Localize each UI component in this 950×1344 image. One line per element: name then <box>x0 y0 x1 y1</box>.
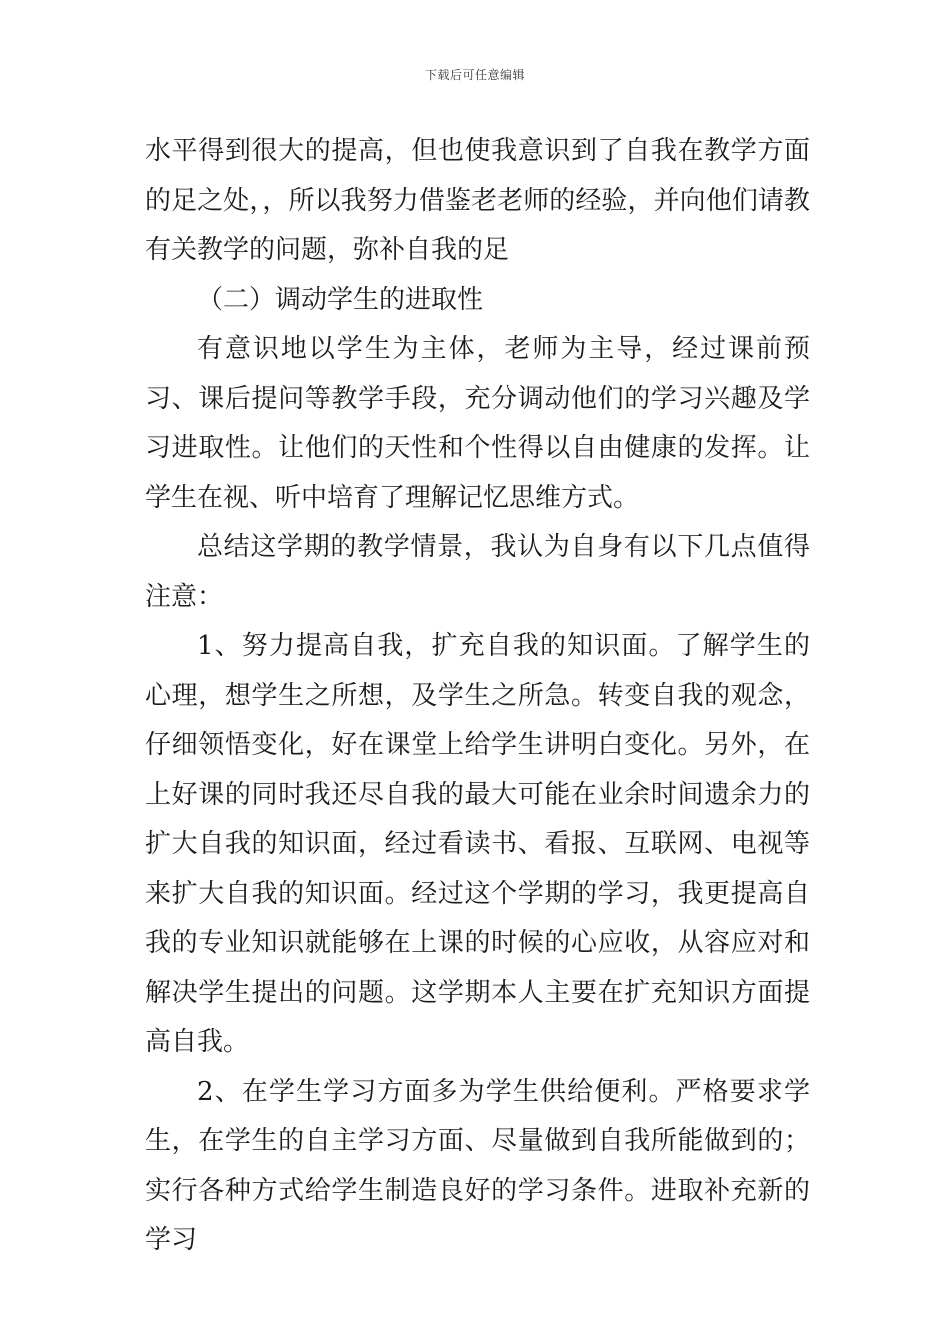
paragraph-continuation: 水平得到很大的提高，但也使我意识到了自我在教学方面的足之处，，所以我努力借鉴老老师的经验，并向他们请教有关教学的问题，弥补自我的足 <box>145 136 810 265</box>
paragraph-point-1: 1、努力提高自我，扩充自我的知识面。了解学生的心理，想学生之所想，及学生之所急。转变自我的观念，仔细领悟变化，好在课堂上给学生讲明白变化。另外，在上好课的同时我还尽自我的最大可能在业余时间遗余力的扩大自我的知识面，经过看读书、看报、互联网、电视等来扩大自我的知识面。经过这个学期的学习，我更提高自我的专业知识就能够在上课的时候的心应收，从容应对和解决学生提出的问题。这学期本人主要在扩充知识方面提高自我。 <box>145 631 810 1057</box>
document-body <box>145 127 810 1266</box>
section-heading: （二）调动学生的进取性 <box>197 284 484 315</box>
paragraph-summary-intro: 总结这学期的教学情景，我认为自身有以下几点值得注意： <box>145 532 810 612</box>
page-header: 下载后可任意编辑 <box>424 68 525 82</box>
paragraph-student-initiative: 有意识地以学生为主体，老师为主导，经过课前预习、课后提问等教学手段，充分调动他们的学习兴趣及学习进取性。让他们的天性和个性得以自由健康的发挥。让学生在视、听中培育了理解记忆思维方式。 <box>145 334 810 513</box>
paragraph-point-2: 2、在学生学习方面多为学生供给便利。严格要求学生，在学生的自主学习方面、尽量做到自我所能做到的；实行各种方式给学生制造良好的学习条件。进取补充新的学习 <box>145 1076 810 1255</box>
